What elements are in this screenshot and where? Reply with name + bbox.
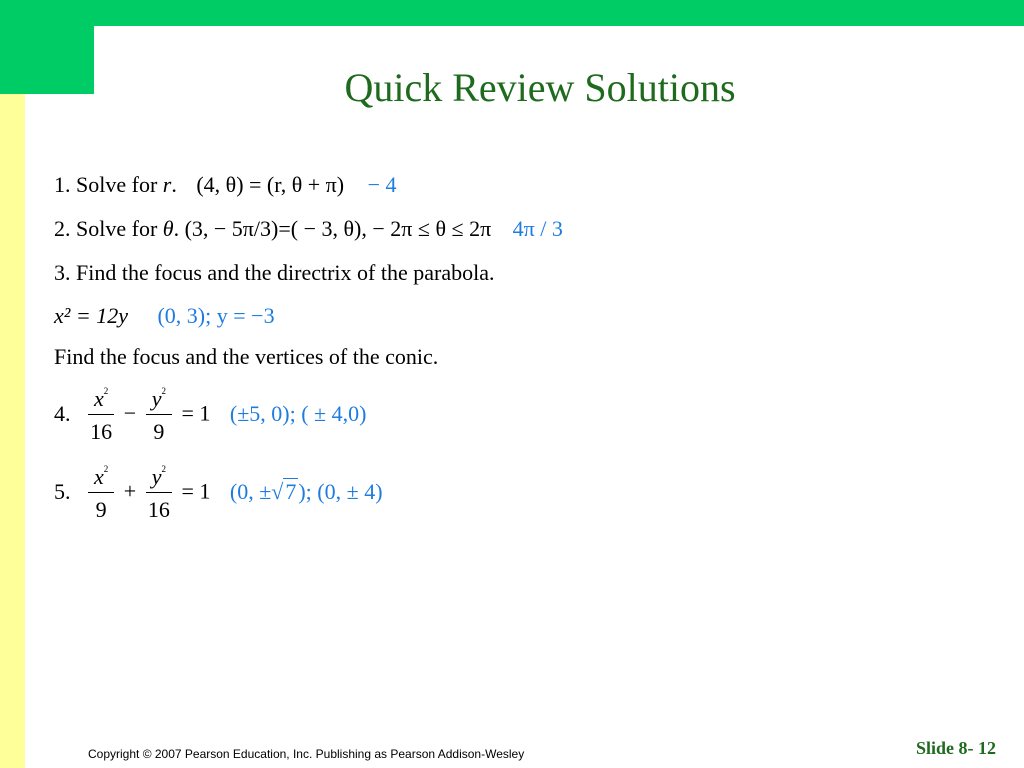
q4-num1: x (94, 386, 104, 411)
q5-fraction-1: $\frac{x^2}{9}$ (88, 466, 114, 521)
copyright-footer: Copyright © 2007 Pearson Education, Inc. Publishing as Pearson Addison-Wesley (88, 747, 525, 761)
q1-math: (4, θ) = (r, θ + π) (196, 172, 345, 197)
slide-title: Quick Review Solutions (344, 65, 736, 110)
q2-var: θ (162, 216, 174, 241)
q4-fraction-2: $\frac{y^2}{9}$ (146, 388, 172, 443)
q5-answer-part-a: (0, ± (229, 478, 272, 504)
q5-den1: 9 (95, 497, 107, 522)
q4-rhs: = 1 (181, 400, 211, 426)
q4-operator: − (123, 400, 137, 426)
q2-dot: . (173, 216, 185, 241)
q5-answer-part-b: ); (0, ± 4) (298, 478, 383, 504)
question-2 (54, 216, 563, 242)
q5-answer (230, 479, 383, 504)
slide-number: Slide 8- 12 (915, 738, 996, 758)
q1-text: 1. Solve for (54, 172, 163, 197)
q5-label: 5. (54, 478, 71, 504)
q5-den2: 16 (147, 497, 170, 522)
q5-fraction-2: $\frac{y^2}{16}$ (146, 466, 172, 521)
q4-den1: 16 (90, 419, 113, 444)
q4-den2: 9 (153, 419, 165, 444)
q4-fraction-1: $\frac{x^2}{16}$ (88, 388, 114, 443)
q5-radicand: 7 (285, 478, 297, 504)
top-accent-bar (0, 0, 1024, 26)
q2-answer: 4π / 3 (512, 216, 563, 241)
question-5 (54, 463, 383, 522)
left-accent-strip (0, 94, 25, 768)
q4-label: 4. (54, 400, 71, 426)
q3-equation: x² = 12y (54, 303, 128, 328)
question-4 (54, 385, 367, 444)
q4-answer: (±5, 0); ( ± 4,0) (229, 400, 367, 426)
q2-text: 2. Solve for (54, 216, 163, 241)
q4-num2: y (151, 386, 162, 411)
sqrt-symbol: √7 (271, 478, 297, 504)
section-instruction (54, 344, 438, 370)
question-3-equation (54, 303, 275, 329)
question-1 (54, 172, 397, 198)
question-3 (54, 260, 494, 286)
q5-num1: x (94, 464, 104, 489)
q5-num2: y (151, 464, 162, 489)
q3-text: 3. Find the focus and the directrix of the parabola. (54, 260, 495, 285)
q1-answer: − 4 (367, 172, 397, 197)
q5-rhs: = 1 (181, 478, 211, 504)
q3-answer: (0, 3); y = −3 (157, 303, 275, 328)
section-text: Find the focus and the vertices of the conic. (54, 344, 439, 369)
q5-operator: + (123, 478, 137, 504)
corner-accent-square (0, 0, 94, 94)
q1-var: r (162, 172, 172, 197)
q2-math: (3, − 5π/3)=( − 3, θ), − 2π ≤ θ ≤ 2π (184, 216, 492, 241)
q1-dot: . (171, 172, 183, 197)
